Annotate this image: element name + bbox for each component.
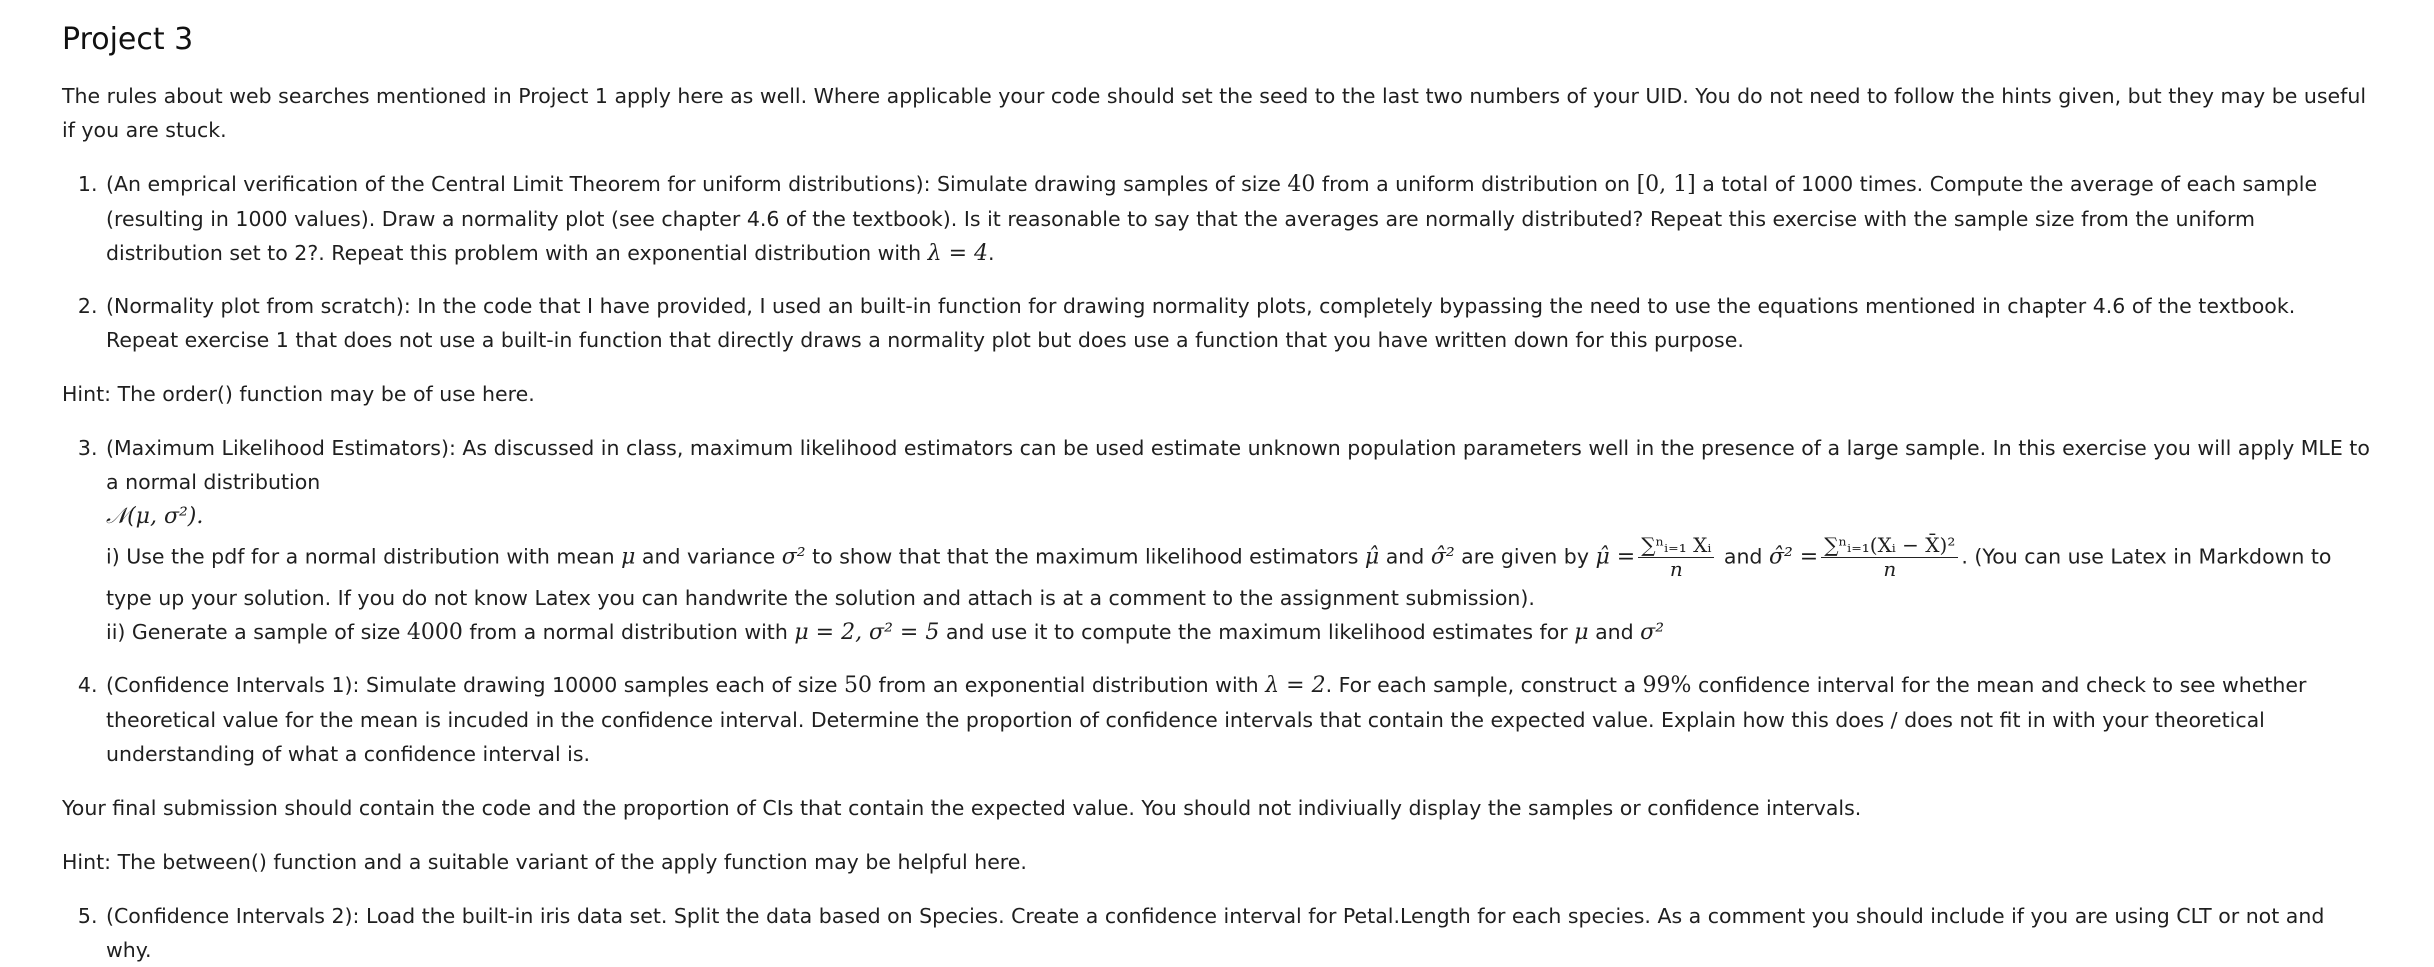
exercise-3-part-i: i) Use the pdf for a normal distribution with mean μ and variance σ² to show that that the maximum likelihood estimators μ̂ and σ̂² are given by μ̂ = $\frac{\text{∑ⁿᵢ₌₁ Xᵢ}}{n}$ and σ̂² = $\frac{\text{∑ⁿᵢ₌₁(Xᵢ − X̄)²}}{n}$ . (You can use Latex in Markdown to type up your solution. If you do not know Latex you can handwrite the solution and attach is at a comment to the assignment submission).: [106, 533, 2332, 610]
final-submission-note: Your final submission should contain the code and the proportion of CIs that contain the expected value. You should not indiviually display the samples or confidence intervals.: [62, 796, 1862, 820]
math-lambda: λ = 4: [927, 241, 989, 266]
exercise-list-3: [62, 899, 2372, 967]
math-interval: [0, 1]: [1636, 172, 1696, 197]
page-title: Project 3: [62, 22, 194, 57]
exercise-5: 5. (Confidence Intervals 2): Load the built-in iris data set. Split the data based on Species. Create a confidence interval for Petal.Length for each species. As a comment you should include if you are using CLT or not and why.: [104, 899, 2372, 967]
exercise-4: 4. (Confidence Intervals 1): Simulate drawing 10000 samples each of size 50 from an exponential distribution with λ = 2. For each sample, construct a 99% confidence interval for the mean and check to see whether theoretical value for the mean is incuded in the confidence interval. Determine the proportion of confidence intervals that contain the expected value. Explain how this does / does not fit in with your theoretical understanding of what a confidence interval is.: [104, 668, 2372, 771]
exercise-list-1: [62, 167, 2372, 357]
exercise-1: 1. (An emprical verification of the Central Limit Theorem for uniform distributions): Simulate drawing samples of size 40 from a uniform distribution on [0, 1] a total of 1000 times. Compute the average of each sample (resulting in 1000 values). Draw a normality plot (see chapter 4.6 of the textbook). Is it reasonable to say that the averages are normally distributed? Repeat this exercise with the sample size from the uniform distribution set to 2?. Repeat this problem with an exponential distribution with λ = 4.: [104, 167, 2372, 271]
math-fraction-mean: $\frac{\text{∑ⁿᵢ₌₁ Xᵢ}}{n}$: [1638, 534, 1714, 581]
exercise-3: 3. (Maximum Likelihood Estimators): As discussed in class, maximum likelihood estimators can be used estimate unknown population parameters well in the presence of a large sample. In this exercise you will apply MLE to a normal distribution 𝒩(μ, σ²). i) Use the pdf for a normal distribution with mean μ and variance σ² to show that that the maximum likelihood estimators μ̂ and σ̂² are given by μ̂ = $\frac{\text{∑ⁿᵢ₌₁ Xᵢ}}{n}$ and σ̂² = $\frac{\text{∑ⁿᵢ₌₁(Xᵢ − X̄)²}}{n}$ . (You can use Latex in Markdown to type up your solution. If you do not know Latex you can handwrite the solution and attach is at a comment to the assignment submission). ii) Generate a sample of size 4000 from a normal distribution with μ = 2, σ² = 5 and use it to compute the maximum likelihood estimates for μ and σ²: [104, 431, 2372, 650]
exercise-2: 2. (Normality plot from scratch): In the code that I have provided, I used an built-in function for drawing normality plots, completely bypassing the need to use the equations mentioned in chapter 4.6 of the textbook. Repeat exercise 1 that does not use a built-in function that directly draws a normality plot but does use a function that you have written down for this purpose.: [104, 289, 2372, 357]
hint-between: Hint: The between() function and a suitable variant of the apply function may be helpful here.: [62, 850, 1027, 874]
exercise-list-2: [62, 431, 2372, 771]
hint-order: Hint: The order() function may be of use here.: [62, 382, 535, 406]
exercise-3-part-ii: ii) Generate a sample of size 4000 from a normal distribution with μ = 2, σ² = 5 and use it to compute the maximum likelihood estimates for μ and σ²: [106, 620, 1665, 645]
math-sample-size: 40: [1287, 172, 1316, 197]
math-fraction-variance: $\frac{\text{∑ⁿᵢ₌₁(Xᵢ − X̄)²}}{n}$: [1821, 534, 1958, 581]
intro-paragraph: The rules about web searches mentioned in Project 1 apply here as well. Where applicable your code should set the seed to the last two numbers of your UID. You do not need to follow the hints given, but they may be useful if you are stuck.: [62, 84, 2367, 142]
math-normal-dist: 𝒩(μ, σ²).: [106, 504, 204, 529]
